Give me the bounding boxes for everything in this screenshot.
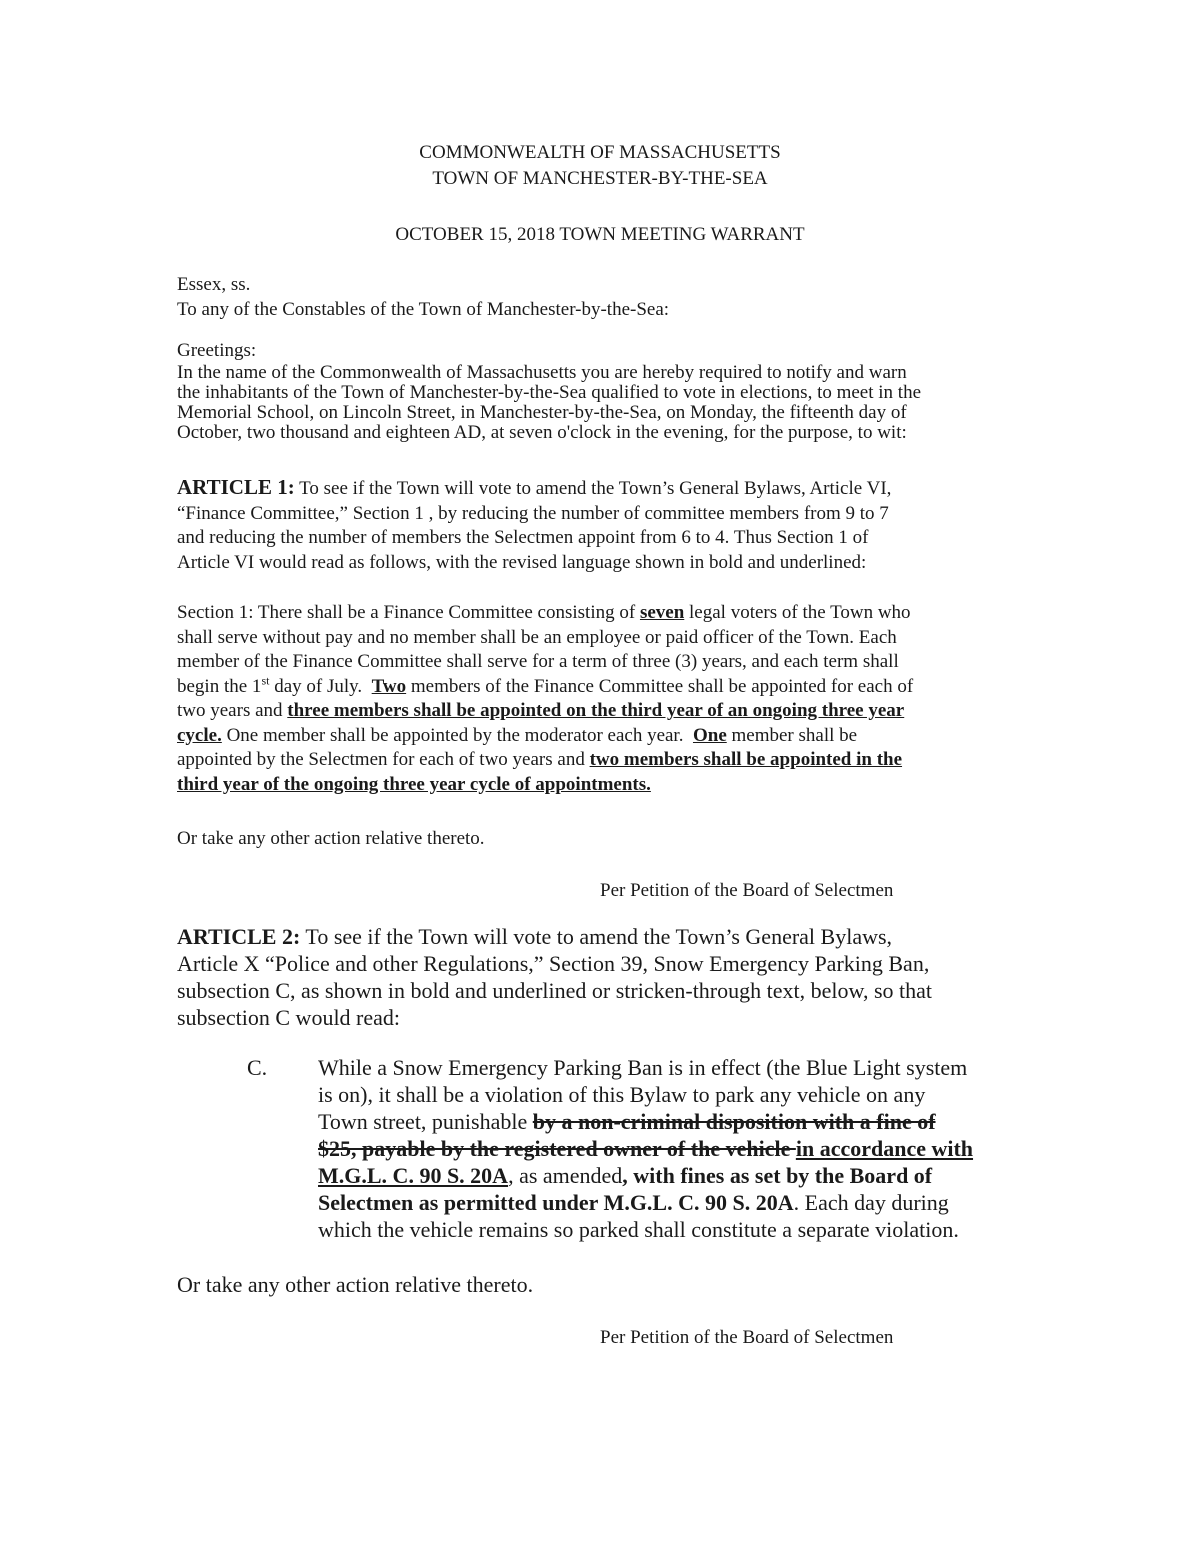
article-1-intro-line: “Finance Committee,” Section 1 , by reducing the number of committee members from 9 to 7 bbox=[177, 502, 889, 524]
section-text: day of July. bbox=[269, 675, 372, 697]
section-text: begin the 1 bbox=[177, 675, 262, 697]
section-text: shall serve without pay and no member shall be an employee or paid officer of the Town. Each bbox=[177, 626, 897, 648]
bold-text: Selectmen as permitted under M.G.L. C. 90 S. 20A bbox=[318, 1190, 794, 1215]
article-1-intro bbox=[177, 475, 1037, 575]
greetings-line: In the name of the Commonwealth of Massachusetts you are hereby required to notify and warn bbox=[177, 362, 907, 383]
greetings-line: October, two thousand and eighteen AD, at seven o'clock in the evening, for the purpose, to wit: bbox=[177, 422, 907, 443]
greetings-line: the inhabitants of the Town of Manchester-by-the-Sea qualified to vote in elections, to meet in the bbox=[177, 382, 922, 403]
section-text: Section 1: There shall be a Finance Committee consisting of bbox=[177, 602, 640, 623]
article-2-petition: Per Petition of the Board of Selectmen bbox=[600, 1327, 894, 1348]
article-2-intro-line: Article X “Police and other Regulations,” Section 39, Snow Emergency Parking Ban, bbox=[177, 951, 930, 976]
article-1-section-1 bbox=[177, 601, 1037, 797]
header-commonwealth: COMMONWEALTH OF MASSACHUSETTS bbox=[419, 142, 781, 163]
county-line: Essex, ss. bbox=[177, 274, 251, 295]
header-town: TOWN OF MANCHESTER-BY-THE-SEA bbox=[432, 168, 768, 189]
document-title: OCTOBER 15, 2018 TOWN MEETING WARRANT bbox=[395, 224, 805, 245]
subsection-text: While a Snow Emergency Parking Ban is in effect (the Blue Light system bbox=[318, 1055, 968, 1080]
revised-text: third year of the ongoing three year cycle of appointments. bbox=[177, 773, 651, 795]
section-text: member of the Finance Committee shall serve for a term of three (3) years, and each term shall bbox=[177, 651, 899, 672]
revised-text: Two bbox=[371, 675, 407, 697]
subsection-text: Town street, punishable bbox=[318, 1109, 533, 1134]
greetings-salutation: Greetings: bbox=[177, 340, 257, 361]
revised-text: two members shall be appointed in the bbox=[589, 749, 903, 770]
section-text: member shall be bbox=[726, 724, 858, 746]
address-block bbox=[177, 273, 1037, 322]
section-text: members of the Finance Committee shall be appointed for each of bbox=[406, 675, 914, 697]
article-1-intro-line: and reducing the number of members the Selectmen appoint from 6 to 4. Thus Section 1 of bbox=[177, 527, 869, 548]
subsection-text: is on), it shall be a violation of this Bylaw to park any vehicle on any bbox=[318, 1082, 926, 1107]
article-2-label: ARTICLE 2: bbox=[177, 924, 301, 949]
subsection-text: . Each day during bbox=[793, 1190, 949, 1215]
article-1-petition: Per Petition of the Board of Selectmen bbox=[600, 880, 894, 901]
subsection-c-label: C. bbox=[247, 1055, 268, 1080]
article-2-intro-line: subsection C would read: bbox=[177, 1005, 401, 1030]
revised-text: three members shall be appointed on the third year of an ongoing three year bbox=[287, 700, 905, 721]
section-text: legal voters of the Town who bbox=[684, 602, 911, 623]
article-1-closing: Or take any other action relative thereto. bbox=[177, 828, 485, 849]
section-text: two years and bbox=[177, 700, 288, 721]
stricken-text: by a non-criminal disposition with a fine of bbox=[532, 1109, 936, 1134]
revised-text: in accordance with bbox=[795, 1136, 974, 1161]
article-1-intro-line: Article VI would read as follows, with the revised language shown in bold and underlined: bbox=[177, 551, 867, 573]
article-2-intro bbox=[177, 923, 1037, 1031]
constables-line: To any of the Constables of the Town of Manchester-by-the-Sea: bbox=[177, 298, 670, 320]
subsection-c-text bbox=[318, 1054, 1038, 1243]
stricken-text: $25, payable by the registered owner of the vehicle bbox=[318, 1136, 796, 1161]
article-2-intro-line: subsection C, as shown in bold and underlined or stricken-through text, below, so that bbox=[177, 978, 933, 1003]
article-2-closing: Or take any other action relative thereto. bbox=[177, 1272, 534, 1297]
article-1-label: ARTICLE 1: bbox=[177, 475, 295, 499]
revised-text: cycle. bbox=[177, 724, 222, 746]
section-text: One member shall be appointed by the moderator each year. bbox=[221, 724, 693, 746]
bold-text: , with fines as set by the Board of bbox=[622, 1163, 933, 1188]
article-2-intro-first: To see if the Town will vote to amend the Town’s General Bylaws, bbox=[305, 924, 893, 949]
greetings-line: Memorial School, on Lincoln Street, in Manchester-by-the-Sea, on Monday, the fifteenth day of bbox=[177, 402, 907, 423]
section-text: appointed by the Selectmen for each of two years and bbox=[177, 749, 590, 770]
ordinal-suffix: st bbox=[261, 673, 270, 688]
article-1-intro-first: To see if the Town will vote to amend the Town’s General Bylaws, Article VI, bbox=[299, 478, 892, 499]
subsection-text: , as amended bbox=[508, 1163, 623, 1188]
greetings-block bbox=[177, 339, 1037, 443]
revised-text: seven bbox=[639, 602, 685, 623]
subsection-text: which the vehicle remains so parked shall constitute a separate violation. bbox=[318, 1217, 959, 1242]
revised-text: One bbox=[692, 724, 727, 746]
revised-text: M.G.L. C. 90 S. 20A bbox=[318, 1163, 509, 1188]
